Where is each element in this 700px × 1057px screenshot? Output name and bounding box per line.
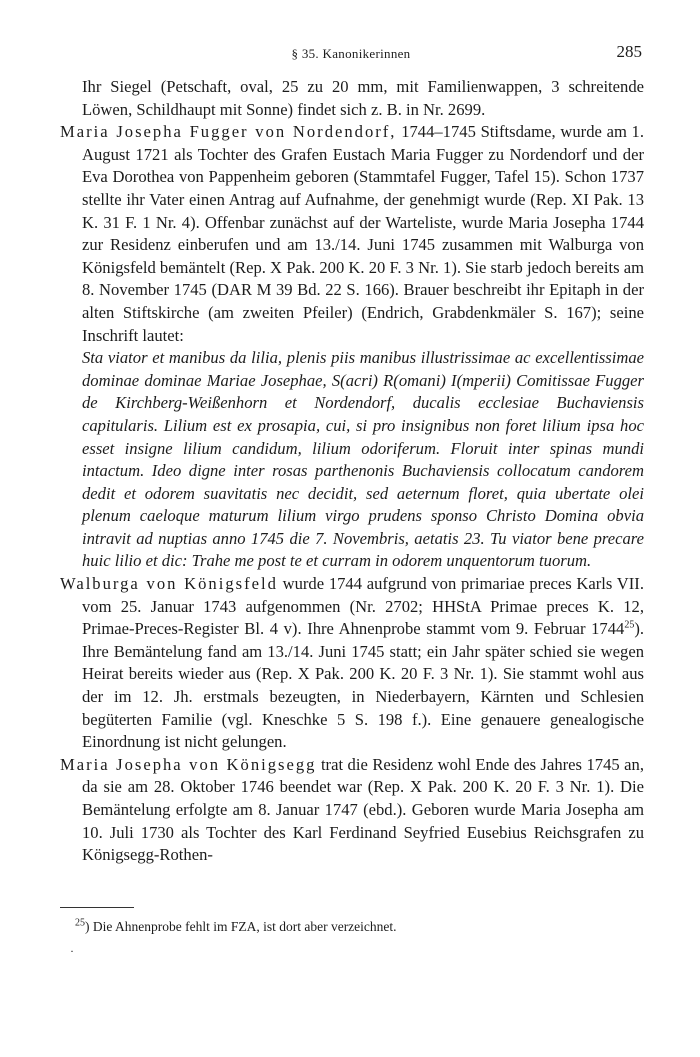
entry-text: wurde 1744 aufgrund von primariae preces Karls VII. vom 25. Januar 1743 aufgenommen (Nr. 2702; HHStA Primae preces K. 12, Primae-Preces-Register Bl. 4 v). Ihre Ahnenprobe stammt vom 9. Februar 1744 <box>82 574 644 639</box>
entry-name: Walburga von Königsfeld <box>60 574 278 594</box>
entry-walburga-koenigsfeld <box>60 573 644 754</box>
entry-name: Maria Josepha Fugger von Nordendorf, <box>60 122 397 142</box>
paragraph-siegel <box>60 76 644 121</box>
footnote-divider <box>60 907 134 908</box>
running-header <box>60 42 642 64</box>
paragraph-text: Ihr Siegel (Petschaft, oval, 25 zu 20 mm, mit Familienwappen, 3 schreitende Löwen, Schildhaupt mit Sonne) findet sich z. B. in Nr. 2699. <box>82 77 644 119</box>
entry-name: Maria Josepha von Königsegg <box>60 754 317 774</box>
footnote-number: 25 <box>75 917 85 929</box>
page-number: 285 <box>616 42 642 61</box>
footnote-reference: 25 <box>624 619 635 631</box>
entry-maria-josepha-koenigsegg <box>60 754 644 867</box>
entry-text-continued: ). Ihre Bemäntelung fand am 13./14. Juni 1745 statt; ein Jahr später schied sie wegen Heirat bereits wieder aus (Rep. X Pak. 200 K. 20 F. 3 Nr. 1). Sie stammt wohl aus der im 12. Jh. erstmals bezeugten, in Niederbayern, Kärnten und Schlesien begüterten Familie (vgl. Kneschke 5 S. 198 f.). Eine genauere genealogische Einordnung ist nicht gelungen. <box>82 619 644 752</box>
epitaph-inscription: Sta viator et manibus da lilia, plenis piis manibus illustrissimae ac excellentissimae dominae dominae Mariae Josephae, S(acri) R(omani) I(mperii) Comitissae Fugger de Kirchberg-Weißenhorn et Nordendorf, ducalis ecclesiae Buchaviensis capitularis. Lilium est ex prosapia, cui, si pro insignibus non foret lilium ipsa hoc esset insigne lilium candidum, lilium odoriferum. Floruit inter spinas mundi intactum. Ideo digne inter rosas parthenonis Buchaviensis collocatum candorem dedit et odorem suavitatis nec decidit, sed aeternum floret, quia ubertate olei plenum caeloque maturum lilium virgo prudens sponso Christo Domina obvia intravit ad nuptias anno 1745 die 7. Novembris, aetatis 23. Tu viator bene precare huic lilio et dic: Trahe me post te et curram in odorem unquentorum tuorum. <box>82 348 644 571</box>
main-text <box>60 76 644 867</box>
entry-text: 1744–1745 Stiftsdame, wurde am 1. August 1721 als Tochter des Grafen Eustach Maria Fugger zu Nordendorf und der Eva Dorothea von Pappenheim geboren (Stammtafel Fugger, Tafel 15). Schon 1737 stellte ihr Vater einen Antrag auf Aufnahme, der genehmigt wurde (Rep. XI Pak. 13 K. 31 F. 1 Nr. 4). Offenbar zunächst auf der Warteliste, wurde Maria Josepha 1744 zur Residenz einberufen und am 13./14. Juni 1745 zusammen mit Walburga von Königsfeld bemäntelt (Rep. X Pak. 200 K. 20 F. 3 Nr. 1). Sie starb jedoch bereits am 8. November 1745 (DAR M 39 Bd. 22 S. 166). Brauer beschreibt ihr Epitaph in der alten Stiftskirche (am zweiten Pfeiler) (Endrich, Grabdenkmäler S. 167); seine Inschrift lautet: <box>82 122 645 345</box>
entry-maria-josepha-fugger <box>60 121 644 573</box>
section-title: § 35. Kanonikerinnen <box>291 46 411 61</box>
stray-mark: · <box>70 944 74 958</box>
footnote <box>75 918 635 936</box>
entry-text: trat die Residenz wohl Ende des Jahres 1745 an, da sie am 28. Oktober 1746 beendet war (Rep. X Pak. 200 K. 20 F. 3 Nr. 1). Die Bemäntelung erfolgte am 8. Januar 1747 (ebd.). Geboren wurde Maria Josepha am 10. Juli 1730 als Tochter des Karl Ferdinand Seyfried Eusebius Reichsgrafen zu Königsegg-Rothen- <box>82 754 644 865</box>
footnote-text: ) Die Ahnenprobe fehlt im FZA, ist dort aber verzeichnet. <box>85 919 397 934</box>
